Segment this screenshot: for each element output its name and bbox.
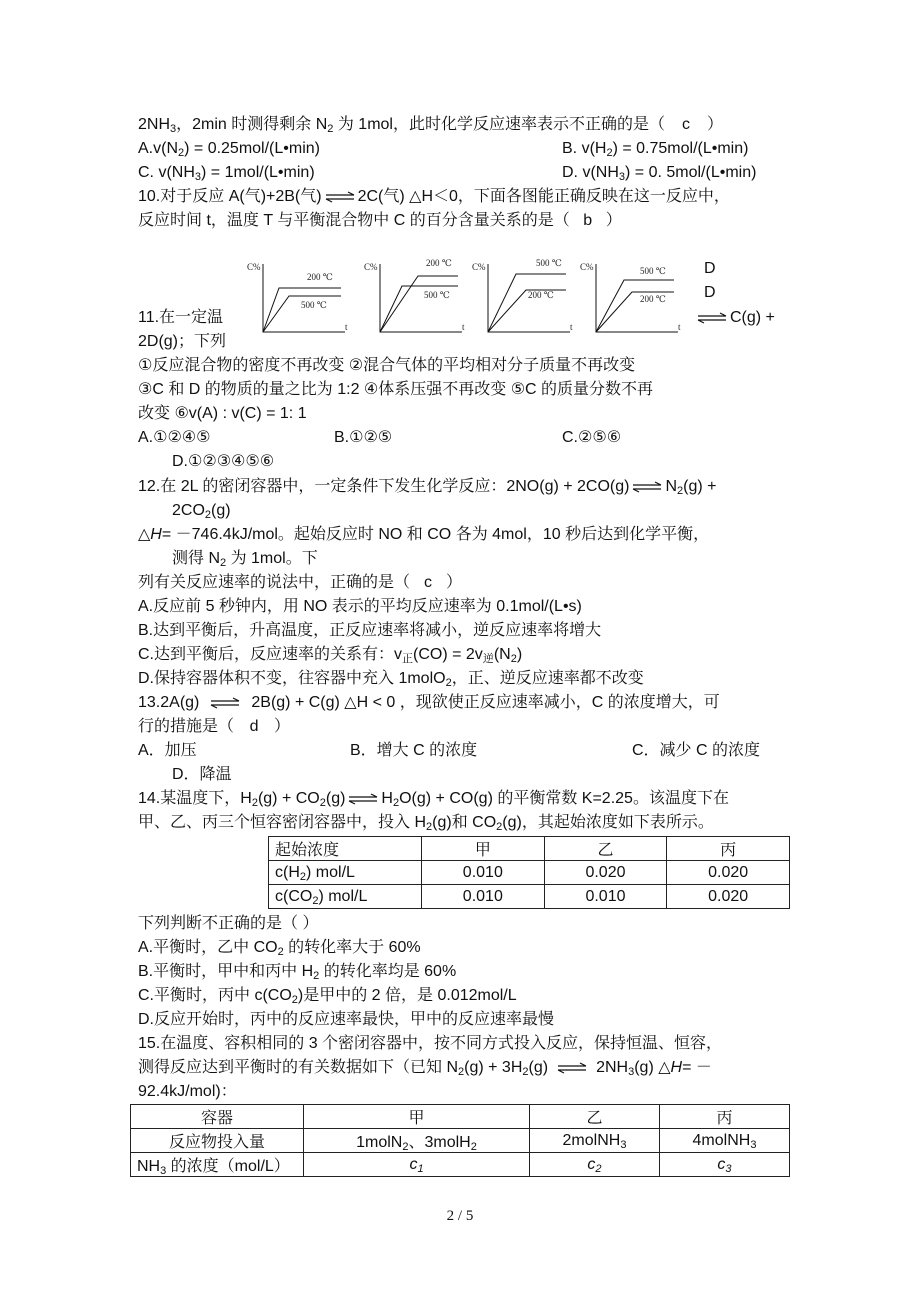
equilibrium-arrow-icon [631, 481, 663, 493]
table-header-cell: 起始浓度 [269, 837, 422, 861]
svg-text:C%: C% [247, 262, 261, 272]
table-row [269, 885, 790, 909]
q10-stem-line2: 反应时间 t，温度 T 与平衡混合物中 C 的百分含量关系的是（ b ） [138, 210, 622, 232]
svg-text:200 ℃: 200 ℃ [307, 272, 333, 282]
equilibrium-arrow-icon [696, 312, 728, 324]
table-cell: $c_2$ [530, 1153, 660, 1177]
q9-option-b: B. $v(H_2)$ = 0.75mol/(L•min) [562, 140, 749, 159]
svg-text:t: t [345, 322, 348, 332]
q11-item-line3: ①反应混合物的密度不再改变 ②混合气体的平均相对分子质量不再改变 [138, 357, 636, 374]
q10-answer: b [583, 212, 593, 229]
q11-stem-line1: 11.在一定温 [138, 309, 224, 326]
table-header-cell: 甲 [422, 837, 545, 861]
q13-option-a: A．加压 [138, 742, 197, 759]
q9-option-a: $A.v(N_2)$ = 0.25mol/(L•min) [138, 140, 320, 159]
svg-text:500 ℃: 500 ℃ [536, 258, 562, 268]
table-header-row [131, 1105, 790, 1129]
q11-item-line4: ③C 和 D 的物质的量之比为 1:2 ④体系压强不再改变 ⑤C 的质量分数不再 [138, 381, 654, 398]
q14-initial-concentration-table [268, 836, 790, 909]
q12-option-d: D.保持容器体积不变，往容器中充入 1molO$_2$，正、逆反应速率都不改变 [138, 670, 644, 689]
table-header-cell: 丙 [667, 837, 790, 861]
q9-stem: $2NH_3$，2min 时测得剩余 $N_2$ 为 1mol，此时化学反应速率表示不正确的是（ c ） [138, 116, 723, 135]
graph-a [245, 256, 355, 338]
svg-text:500 ℃: 500 ℃ [640, 266, 666, 276]
table-cell: $c_3$ [659, 1153, 789, 1177]
q15-stem-line2: 测得反应达到平衡时的有关数据如下（已知 $N_2(g) + 3H_2(g)$ $2NH_3(g)$ △H= － [138, 1059, 712, 1078]
row-label: $NH_3$ 的浓度（mol/L） [131, 1153, 304, 1177]
q11-option-d: D.①②③④⑤⑥ [172, 453, 275, 470]
table-row [269, 861, 790, 885]
equilibrium-arrow-icon [556, 1062, 588, 1074]
q12-option-b: B.达到平衡后，升高温度，正反应速率将减小，逆反应速率将增大 [138, 622, 602, 639]
q12-stem-line1: 12.在 2L 的密闭容器中，一定条件下发生化学反应：2NO(g) + 2CO(g) $N_2(g)$ + [138, 478, 717, 497]
table-header-cell: 容器 [131, 1105, 304, 1129]
table-cell: 0.020 [667, 885, 790, 909]
q12-answer: c [424, 574, 433, 591]
q12-stem-line2: $2CO_2(g)$ [172, 502, 231, 521]
q12-stem-line5: 列有关反应速率的说法中，正确的是（ c ） [138, 572, 462, 594]
q9-option-c: C. $v(NH_3)$ = 1mol/(L•min) [138, 164, 315, 183]
table-row [131, 1153, 790, 1177]
q12-option-a: A.反应前 5 秒钟内，用 NO 表示的平均反应速率为 0.1mol/(L•s) [138, 598, 582, 615]
table-row [131, 1129, 790, 1153]
equilibrium-arrow-icon [347, 793, 379, 805]
table-cell: 0.010 [544, 885, 667, 909]
q11-stem-tail: C(g) + [694, 307, 775, 329]
graph-d [578, 256, 688, 338]
q14-option-d: D.反应开始时，丙中的反应速率最快，甲中的反应速率最慢 [138, 1011, 555, 1028]
q13-option-d: D．降温 [172, 766, 232, 783]
q9-option-d: D. $v(NH_3) = 0$. 5mol/(L•min) [562, 164, 757, 183]
q14-option-a: A.平衡时，乙中 $CO_2$ 的转化率大于 60% [138, 939, 421, 958]
svg-text:t: t [462, 322, 465, 332]
q9-answer: c [681, 116, 690, 133]
q13-option-b: B．增大 C 的浓度 [350, 742, 478, 759]
table-cell: 1molN$_2$、3molH$_2$ [304, 1129, 530, 1153]
table-header-row [269, 837, 790, 861]
stray-label-d2: D [704, 284, 716, 301]
svg-text:t: t [678, 322, 681, 332]
q10-stem-line1: 10.对于反应 A(气)+2B(气) 2C(气) △H＜0，下面各图能正确反映在这一反应中， [138, 188, 730, 205]
svg-text:C%: C% [580, 262, 594, 272]
q15-stem-line3: 92.4kJ/mol)： [138, 1083, 237, 1100]
q15-stem-line1: 15.在温度、容积相同的 3 个密闭容器中，按不同方式投入反应，保持恒温、恒容， [138, 1035, 723, 1052]
svg-text:200 ℃: 200 ℃ [528, 290, 554, 300]
q11-option-a: A.①②④⑤ [138, 429, 211, 446]
table-cell: 0.010 [422, 861, 545, 885]
svg-text:C%: C% [364, 262, 378, 272]
row-label: 反应物投入量 [131, 1129, 304, 1153]
table-header-cell: 丙 [659, 1105, 789, 1129]
table-cell: 4molNH$_3$ [659, 1129, 789, 1153]
q14-stem-line2: 甲、乙、丙三个恒容密闭容器中，投入 $H_2(g)$和 $CO_2(g)$，其起始浓度如下表所示。 [138, 814, 714, 833]
q13-stem-line1: 13.2A(g) 2B(g) + C(g) △H < 0 ，现欲使正反应速率减小，C 的浓度增大，可 [138, 694, 720, 711]
table-cell: 0.020 [667, 861, 790, 885]
table-header-cell: 甲 [304, 1105, 530, 1129]
table-header-cell: 乙 [544, 837, 667, 861]
q15-equilibrium-data-table [130, 1104, 790, 1177]
q12-stem-line4: 测得 $N_2$ 为 1mol。下 [172, 550, 318, 569]
svg-text:200 ℃: 200 ℃ [640, 294, 666, 304]
q11-option-c: C.②⑤⑥ [562, 429, 622, 446]
row-label: $c(CO_2)$ mol/L [269, 885, 422, 909]
q13-stem-line2: 行的措施是（ d ） [138, 716, 290, 738]
q11-stem-line2: 2D(g)；下列 [138, 333, 227, 350]
q14-option-c: C.平衡时，丙中 $c(CO_2)$是甲中的 2 倍，是 0.012mol/L [138, 987, 517, 1006]
q13-option-c: C．减少 C 的浓度 [632, 742, 761, 759]
page-number: 2 / 5 [446, 1208, 474, 1224]
graph-c [470, 256, 580, 338]
q14-question: 下列判断不正确的是（ ） [138, 915, 319, 932]
q14-stem-line1: 14.某温度下，$H_2(g) + CO_2(g) H_2O(g) + CO(g)$ 的平衡常数 K=2.25。该温度下在 [138, 790, 729, 809]
svg-text:t: t [570, 322, 573, 332]
q14-option-b: B.平衡时，甲中和丙中 $H_2$ 的转化率均是 60% [138, 963, 457, 982]
q12-option-c: C.达到平衡后，反应速率的关系有：$v_正(CO) = 2v_逆(N_2)$ [138, 646, 523, 665]
q11-option-b: B.①②⑤ [334, 429, 393, 446]
q12-stem-line3: △H= －746.4kJ/mol。起始反应时 NO 和 CO 各为 4mol，10 秒后达到化学平衡， [138, 526, 710, 543]
svg-text:200 ℃: 200 ℃ [426, 258, 452, 268]
svg-text:500 ℃: 500 ℃ [301, 300, 327, 310]
graph-b [362, 256, 472, 338]
q13-answer: d [249, 718, 259, 735]
equilibrium-arrow-icon [324, 191, 356, 203]
svg-text:C%: C% [472, 262, 486, 272]
q11-item-line5: 改变 ⑥v(A) : v(C) = 1: 1 [138, 405, 307, 422]
table-cell: $c_1$ [304, 1153, 530, 1177]
table-cell: 0.020 [544, 861, 667, 885]
table-cell: 0.010 [422, 885, 545, 909]
stray-label-d1: D [704, 260, 716, 277]
equilibrium-arrow-icon [209, 697, 241, 709]
table-cell: 2molNH$_3$ [530, 1129, 660, 1153]
table-header-cell: 乙 [530, 1105, 660, 1129]
row-label: $c(H_2)$ mol/L [269, 861, 422, 885]
svg-text:500 ℃: 500 ℃ [424, 290, 450, 300]
